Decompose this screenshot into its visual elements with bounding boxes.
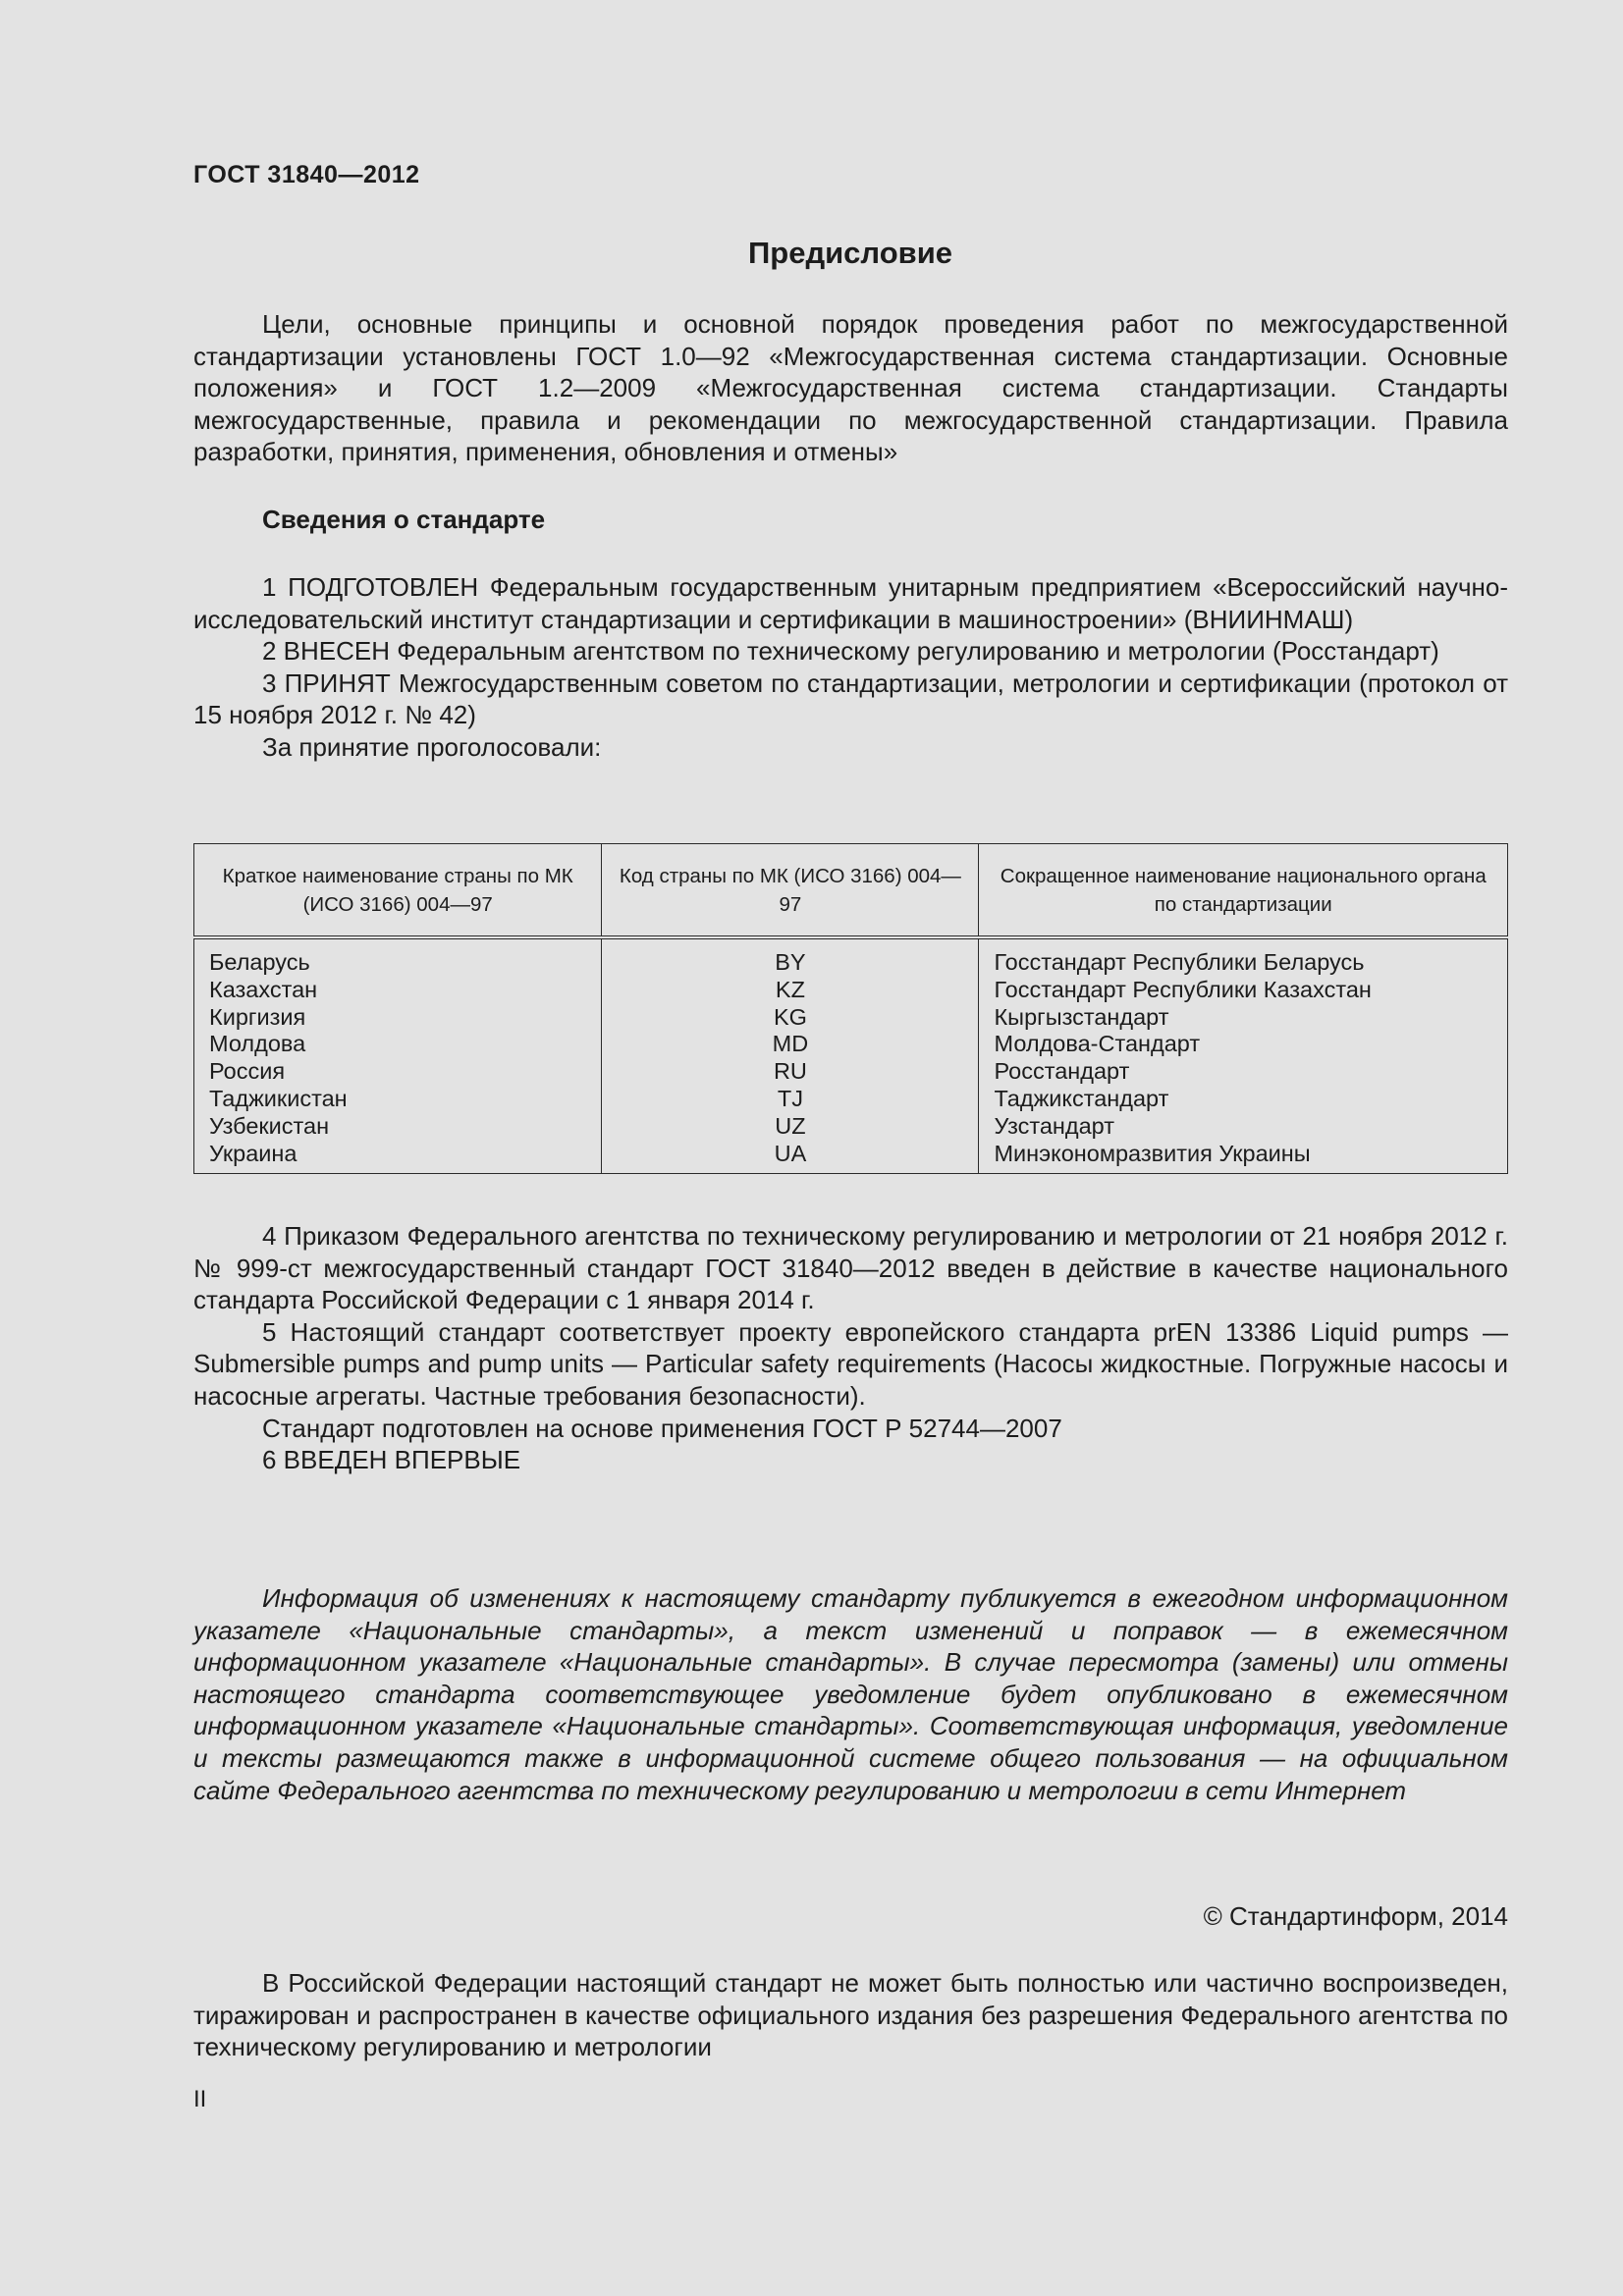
header-country-name: Краткое наименование страны по МК (ИСО 3166) 004—97 bbox=[194, 844, 602, 938]
standards-bodies-column bbox=[979, 937, 1508, 1174]
page-number: II bbox=[193, 2086, 207, 2112]
table-cell: KG bbox=[773, 1003, 807, 1030]
item-5: 5 Настоящий стандарт соответствует проекту европейского стандарта prEN 13386 Liquid pumps — Submersible pumps and pump units — Particular safety requirements (Насосы жидкостные. Погружные насосы и насосные агрегаты. Частные требования безопасности). bbox=[193, 1316, 1508, 1411]
table-cell: Росстандарт bbox=[994, 1058, 1130, 1085]
country-codes-column bbox=[602, 937, 979, 1174]
item-3: 3 ПРИНЯТ Межгосударственным советом по стандартизации, метрологии и сертификации (протокол от 15 ноября 2012 г. № 42) bbox=[193, 667, 1508, 730]
header-country-code: Код страны по МК (ИСО 3166) 004—97 bbox=[602, 844, 979, 938]
table-cell: Таджикстандарт bbox=[994, 1085, 1169, 1111]
copyright-line: © Стандартинформ, 2014 bbox=[1203, 1901, 1508, 1931]
table-cell: Узбекистан bbox=[209, 1112, 330, 1139]
items-block bbox=[193, 571, 1508, 764]
item-5-basis: Стандарт подготовлен на основе применения ГОСТ Р 52744—2007 bbox=[262, 1413, 1062, 1443]
info-note-block bbox=[193, 1582, 1508, 1806]
intro-block bbox=[193, 308, 1508, 468]
table-cell: Таджикистан bbox=[209, 1085, 348, 1111]
item-1: 1 ПОДГОТОВЛЕН Федеральным государственным унитарным предприятием «Всероссийский научно-исследовательский институт стандартизации и сертификации в машиностроении» (ВНИИНМАШ) bbox=[193, 572, 1508, 634]
items2-block bbox=[193, 1220, 1508, 1476]
table-body-row bbox=[194, 937, 1508, 1174]
country-names-column bbox=[194, 937, 602, 1174]
table-cell: BY bbox=[775, 949, 806, 975]
rights-note-block bbox=[193, 1967, 1508, 2063]
intro-paragraph: Цели, основные принципы и основной порядок проведения работ по межгосударственной стандартизации установлены ГОСТ 1.0—92 «Межгосударственная система стандартизации. Основные положения» и ГОСТ 1.2—2009 «Межгосударственная система стандартизации. Стандарты межгосударственные, правила и рекомендации по межгосударственной стандартизации. Правила разработки, принятия, применения, обновления и отмены» bbox=[193, 309, 1508, 467]
page-title: Предисловие bbox=[747, 236, 952, 270]
table-cell: KZ bbox=[775, 976, 805, 1002]
table-cell: UZ bbox=[775, 1112, 806, 1139]
table-cell: TJ bbox=[777, 1085, 803, 1111]
table-header-row bbox=[194, 844, 1508, 938]
table-cell: Минэкономразвития Украины bbox=[994, 1140, 1311, 1166]
table-cell: Узстандарт bbox=[994, 1112, 1114, 1139]
table-cell: Госстандарт Республики Беларусь bbox=[994, 949, 1365, 975]
rights-note: В Российской Федерации настоящий стандарт не может быть полностью или частично воспроизведен, тиражирован и распространен в качестве официального издания без разрешения Федерального агентства по техническому регулированию и метрологии bbox=[193, 1968, 1508, 2062]
table-cell: UA bbox=[774, 1140, 807, 1166]
info-note: Информация об изменениях к настоящему стандарту публикуется в ежегодном информационном указателе «Национальные стандарты», а текст изменений и поправок — в ежемесячном информационном указателе «Национальные стандарты». В случае пересмотра (замены) или отмены настоящего стандарта соответствующее уведомление будет опубликовано в ежемесячном информационном указателе «Национальные стандарты». Соответствующая информация, уведомление и тексты размещаются также в информационной системе общего пользования — на официальном сайте Федерального агентства по техническому регулированию и метрологии в сети Интернет bbox=[193, 1583, 1508, 1805]
standard-code-header: ГОСТ 31840—2012 bbox=[193, 161, 420, 188]
header-standards-body: Сокращенное наименование национального органа по стандартизации bbox=[979, 844, 1508, 938]
table-cell: Россия bbox=[209, 1058, 286, 1085]
item-6: 6 ВВЕДЕН ВПЕРВЫЕ bbox=[262, 1445, 521, 1475]
table-cell: MD bbox=[772, 1031, 809, 1057]
section-title-block bbox=[193, 505, 1508, 535]
voting-countries-table bbox=[193, 843, 1508, 1174]
table-cell: Госстандарт Республики Казахстан bbox=[994, 976, 1372, 1002]
voted-label: За принятие проголосовали: bbox=[262, 731, 602, 762]
item-4: 4 Приказом Федерального агентства по техническому регулированию и метрологии от 21 ноября 2012 г. № 999-ст межгосударственный стандарт ГОСТ 31840—2012 введен в действие в качестве национального стандарта Российской Федерации с 1 января 2014 г. bbox=[193, 1221, 1508, 1315]
table-cell: Кыргызстандарт bbox=[994, 1003, 1169, 1030]
table-cell: Молдова bbox=[209, 1031, 306, 1057]
table-cell: Киргизия bbox=[209, 1003, 306, 1030]
table-cell: RU bbox=[773, 1058, 807, 1085]
section-title: Сведения о стандарте bbox=[262, 505, 546, 534]
table-cell: Украина bbox=[209, 1140, 298, 1166]
table-cell: Молдова-Стандарт bbox=[994, 1031, 1201, 1057]
table-cell: Беларусь bbox=[209, 949, 310, 975]
table-cell: Казахстан bbox=[209, 976, 318, 1002]
item-2: 2 ВНЕСЕН Федеральным агентством по техническому регулированию и метрологии (Росстандарт) bbox=[262, 636, 1439, 667]
